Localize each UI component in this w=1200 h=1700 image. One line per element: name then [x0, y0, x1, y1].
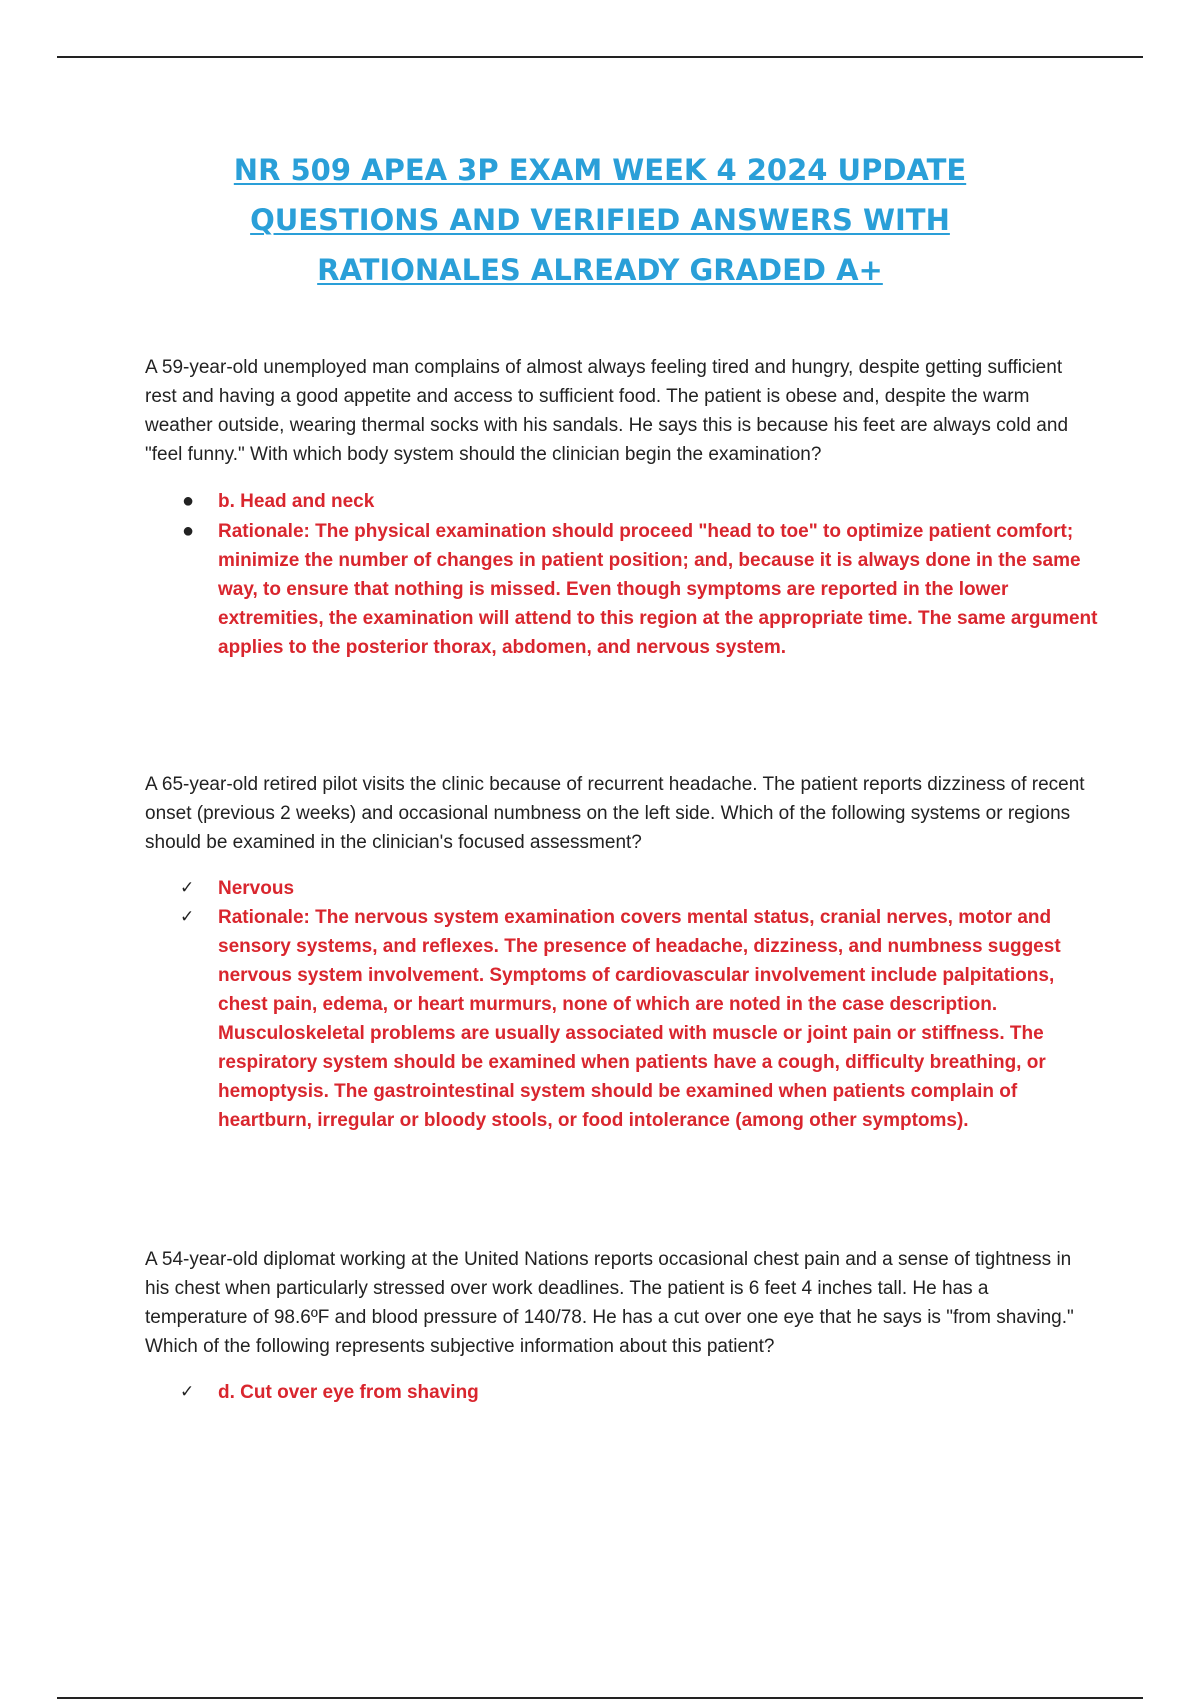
checkmark-icon: ✓ [180, 878, 195, 898]
question-3-answers [178, 1378, 1098, 1407]
rationale-text: Rationale: The physical examination should proceed "head to toe" to optimize patient comfort; minimize the number of changes in patient position; and, because it is always done in the same way, to ensure that nothing is missed. Even though symptoms are reported in the lower extremities, the examination will attend to this region at the appropriate time. The same argument applies to the posterior thorax, abdomen, and nervous system. [218, 521, 1098, 658]
title-line [150, 245, 1050, 295]
checkmark-icon: ✓ [180, 1382, 195, 1402]
title-line [150, 145, 1050, 195]
question-1-answers [178, 487, 1098, 662]
title-line-text: NR 509 APEA 3P EXAM WEEK 4 2024 UPDATE [233, 153, 967, 187]
question-3-prompt: A 54-year-old diplomat working at the United Nations reports occasional chest pain and a sense of tightness in his chest when particularly stressed over work deadlines. The patient is 6 feet 4 inches tall. He has a temperature of 98.6ºF and blood pressure of 140/78. He has a cut over one eye that he says is "from shaving." Which of the following represents subjective information about this patient? [145, 1249, 1074, 1357]
top-rule [57, 56, 1143, 58]
question-2-prompt: A 65-year-old retired pilot visits the clinic because of recurrent headache. The patient reports dizziness of recent onset (previous 2 weeks) and occasional numbness on the left side. Which of the following systems or regions should be examined in the clinician's focused assessment? [145, 774, 1085, 853]
answer-text: Nervous [218, 878, 295, 899]
bullet-icon: ● [182, 490, 195, 512]
answer-item [178, 487, 1098, 516]
rationale-item [178, 517, 1098, 662]
answer-text: d. Cut over eye from shaving [218, 1382, 479, 1403]
title-line-text: RATIONALES ALREADY GRADED A+ [317, 253, 883, 287]
page-title [150, 145, 1050, 295]
question-1-prompt: A 59-year-old unemployed man complains of almost always feeling tired and hungry, despite getting sufficient rest and having a good appetite and access to sufficient food. The patient is obese and, despite the warm weather outside, wearing thermal socks with his sandals. He says this is because his feet are always cold and "feel funny." With which body system should the clinician begin the examination? [145, 357, 1069, 465]
checkmark-icon: ✓ [180, 907, 195, 927]
bottom-rule [57, 1697, 1143, 1699]
answer-item [178, 874, 1098, 903]
bullet-icon: ● [182, 520, 195, 542]
answer-text: b. Head and neck [218, 491, 375, 512]
answer-item [178, 1378, 1098, 1407]
title-line [150, 195, 1050, 245]
rationale-item [178, 903, 1098, 1135]
title-line-text: QUESTIONS AND VERIFIED ANSWERS WITH [250, 203, 950, 237]
rationale-text: Rationale: The nervous system examination covers mental status, cranial nerves, motor and sensory systems, and reflexes. The presence of headache, dizziness, and numbness suggest nervous system involvement. Symptoms of cardiovascular involvement include palpitations, chest pain, edema, or heart murmurs, none of which are noted in the case description. Musculoskeletal problems are usually associated with muscle or joint pain or stiffness. The respiratory system should be examined when patients have a cough, difficulty breathing, or hemoptysis. The gastrointestinal system should be examined when patients complain of heartburn, irregular or bloody stools, or food intolerance (among other symptoms). [218, 907, 1061, 1131]
question-2-answers [178, 874, 1098, 1135]
